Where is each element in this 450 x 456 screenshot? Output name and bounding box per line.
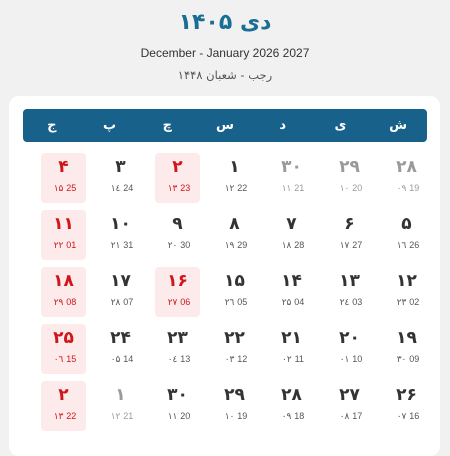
solar-day-number: ۸ [229,214,240,234]
solar-day-number: ۱۱ [53,214,74,234]
secondary-dates [269,297,314,308]
solar-day-number: ۳ [115,157,126,177]
gregorian-day-number: 09 [409,354,420,364]
gregorian-day-number: 08 [66,297,77,307]
secondary-dates [269,240,314,251]
secondary-dates [98,240,143,251]
hijri-day-number: ۲۲ [53,241,64,251]
gregorian-day-number: 23 [180,183,191,193]
hijri-day-number: ۲۷ [167,298,178,308]
day-cell[interactable] [41,153,86,203]
weekday-wednesday: چ [162,118,172,133]
day-cell[interactable] [98,324,143,374]
secondary-dates [98,297,143,308]
day-cell[interactable] [269,267,314,317]
solar-day-number: ۲۱ [281,328,302,348]
day-cell[interactable] [212,324,257,374]
solar-day-number: ۲۳ [167,328,188,348]
secondary-dates [41,411,86,422]
gregorian-day-number: 21 [294,183,305,193]
hijri-day-number: ۳۰ [396,355,407,365]
solar-day-number: ۵ [401,214,412,234]
secondary-dates [41,240,86,251]
hijri-range: رجب - شعبان ۱۴۴۸ [177,68,273,82]
solar-day-number: ۱ [115,385,126,405]
gregorian-day-number: 14 [123,354,134,364]
solar-day-number: ۱۴ [281,271,302,291]
calendar-grid [9,96,440,456]
solar-day-number: ۱۳ [339,271,360,291]
secondary-dates [384,354,429,365]
secondary-dates [41,354,86,365]
secondary-dates [212,183,257,194]
gregorian-day-number: 18 [294,411,305,421]
secondary-dates [327,411,372,422]
gregorian-day-number: 20 [180,411,191,421]
hijri-day-number: ۰۸ [339,412,350,422]
day-cell[interactable] [269,324,314,374]
day-cell[interactable] [155,381,200,431]
secondary-dates [98,183,143,194]
hijri-day-number: ۱۰ [339,184,350,194]
gregorian-day-number: 01 [66,240,77,250]
weekday-bar [23,109,427,142]
hijri-day-number: ۰۹ [281,412,292,422]
solar-day-number: ۲۹ [339,157,360,177]
day-cell[interactable] [327,324,372,374]
weekday-monday: د [279,118,287,133]
day-cell[interactable] [212,267,257,317]
solar-day-number: ۷ [286,214,297,234]
day-cell[interactable] [269,153,314,203]
day-cell[interactable] [327,381,372,431]
gregorian-day-number: 11 [294,354,304,364]
hijri-day-number: ۰۹ [396,184,407,194]
gregorian-day-number: 02 [409,297,420,307]
hijri-day-number: ۲۵ [281,298,292,308]
hijri-day-number: ۰۱ [339,355,350,365]
secondary-dates [384,297,429,308]
solar-day-number: ۲۸ [396,157,417,177]
day-cell[interactable] [327,153,372,203]
day-cell[interactable] [384,381,429,431]
solar-day-number: ۱۰ [110,214,131,234]
day-cell[interactable] [98,381,143,431]
day-cell[interactable] [384,267,429,317]
day-cell[interactable] [384,153,429,203]
weekday-saturday: ش [389,118,408,133]
secondary-dates [269,183,314,194]
solar-day-number: ۲ [172,157,183,177]
gregorian-day-number: 12 [237,354,248,364]
secondary-dates [327,183,372,194]
gregorian-day-number: 25 [66,183,77,193]
gregorian-day-number: 13 [180,354,191,364]
hijri-day-number: ۲۳ [396,298,407,308]
secondary-dates [41,183,86,194]
gregorian-day-number: 07 [123,297,134,307]
secondary-dates [212,354,257,365]
secondary-dates [155,240,200,251]
gregorian-day-number: 19 [237,411,248,421]
solar-day-number: ۲۵ [53,328,74,348]
hijri-day-number: ۱۸ [281,241,292,251]
gregorian-day-number: 21 [123,411,134,421]
day-cell[interactable] [98,153,143,203]
hijri-day-number: ۱۱ [281,184,292,194]
day-cell[interactable] [212,153,257,203]
secondary-dates [155,354,200,365]
hijri-day-number: ۱٦ [396,241,407,251]
day-cell[interactable] [327,267,372,317]
secondary-dates [384,240,429,251]
weekday-tuesday: س [216,118,234,133]
solar-day-number: ۲۹ [224,385,245,405]
day-cell[interactable] [155,324,200,374]
solar-day-number: ۲۰ [339,328,360,348]
solar-day-number: ۲ [58,385,69,405]
gregorian-day-number: 03 [352,297,363,307]
hijri-day-number: ۱۱ [167,412,178,422]
gregorian-day-number: 04 [294,297,305,307]
secondary-dates [41,297,86,308]
solar-day-number: ۲۷ [339,385,360,405]
gregorian-day-number: 29 [237,240,248,250]
weekday-thursday: پ [103,118,117,133]
secondary-dates [212,411,257,422]
gregorian-day-number: 16 [409,411,420,421]
secondary-dates [212,297,257,308]
weekday-friday: ج [47,118,57,133]
gregorian-day-number: 22 [237,183,248,193]
hijri-day-number: ۰۵ [110,355,121,365]
solar-day-number: ۱۸ [53,271,74,291]
day-cell[interactable] [327,210,372,260]
gregorian-day-number: 20 [352,183,363,193]
day-cell[interactable] [155,267,200,317]
hijri-day-number: ۰٦ [53,355,64,365]
solar-day-number: ۱۹ [396,328,417,348]
hijri-day-number: ۱٤ [110,184,121,194]
hijri-day-number: ۱۳ [167,184,178,194]
day-cell[interactable] [155,153,200,203]
gregorian-day-number: 06 [180,297,191,307]
secondary-dates [98,411,143,422]
hijri-day-number: ۱۲ [224,184,235,194]
solar-day-number: ۴ [58,157,69,177]
gregorian-day-number: 30 [180,240,191,250]
hijri-day-number: ۲۹ [53,298,64,308]
gregorian-range: December - January 2026 2027 [140,46,310,60]
day-cell[interactable] [41,267,86,317]
hijri-day-number: ۰٤ [167,355,178,365]
secondary-dates [384,411,429,422]
secondary-dates [98,354,143,365]
gregorian-day-number: 19 [409,183,420,193]
gregorian-day-number: 17 [352,411,363,421]
hijri-day-number: ۰۷ [396,412,407,422]
day-cell[interactable] [212,210,257,260]
gregorian-day-number: 27 [352,240,363,250]
solar-day-number: ۱۶ [167,271,188,291]
hijri-day-number: ۱۹ [224,241,235,251]
month-title: دی ۱۴۰۵ [178,10,272,35]
solar-day-number: ۹ [172,214,183,234]
weekday-sunday: ی [334,118,347,133]
secondary-dates [155,183,200,194]
solar-day-number: ۲۴ [110,328,131,348]
gregorian-day-number: 28 [294,240,305,250]
solar-day-number: ۲۲ [224,328,245,348]
hijri-day-number: ۲٤ [339,298,350,308]
hijri-day-number: ۱۳ [53,412,64,422]
secondary-dates [327,354,372,365]
solar-day-number: ۱۲ [396,271,417,291]
gregorian-day-number: 24 [123,183,134,193]
solar-day-number: ۲۶ [396,385,417,405]
gregorian-day-number: 05 [237,297,248,307]
hijri-day-number: ۱۵ [53,184,64,194]
day-cell[interactable] [269,210,314,260]
day-cell[interactable] [212,381,257,431]
hijri-day-number: ۱۷ [339,241,350,251]
secondary-dates [212,240,257,251]
solar-day-number: ۱ [229,157,240,177]
day-cell[interactable] [41,324,86,374]
gregorian-day-number: 26 [409,240,420,250]
secondary-dates [327,240,372,251]
gregorian-day-number: 10 [352,354,363,364]
hijri-day-number: ۱۰ [224,412,235,422]
secondary-dates [269,411,314,422]
gregorian-day-number: 15 [66,354,77,364]
calendar-header [0,0,450,96]
solar-day-number: ۲۸ [281,385,302,405]
day-cell[interactable] [41,381,86,431]
solar-day-number: ۶ [344,214,355,234]
day-cell[interactable] [269,381,314,431]
hijri-day-number: ۰۲ [282,355,292,365]
hijri-day-number: ۲۱ [110,241,121,251]
secondary-dates [327,297,372,308]
solar-day-number: ۱۵ [224,271,245,291]
day-cell[interactable] [384,324,429,374]
secondary-dates [269,354,314,365]
day-cell[interactable] [155,210,200,260]
secondary-dates [384,183,429,194]
hijri-day-number: ۲٦ [224,298,235,308]
day-cell[interactable] [41,210,86,260]
gregorian-day-number: 22 [66,411,77,421]
day-cell[interactable] [384,210,429,260]
hijri-day-number: ۲۸ [110,298,121,308]
solar-day-number: ۳۰ [281,157,302,177]
hijri-day-number: ۱۲ [110,412,121,422]
solar-day-number: ۳۰ [167,385,188,405]
hijri-day-number: ۲۰ [167,241,178,251]
gregorian-day-number: 31 [123,240,134,250]
day-cell[interactable] [98,210,143,260]
hijri-day-number: ۰۳ [224,355,235,365]
day-cell[interactable] [98,267,143,317]
secondary-dates [155,411,200,422]
solar-day-number: ۱۷ [110,271,131,291]
secondary-dates [155,297,200,308]
